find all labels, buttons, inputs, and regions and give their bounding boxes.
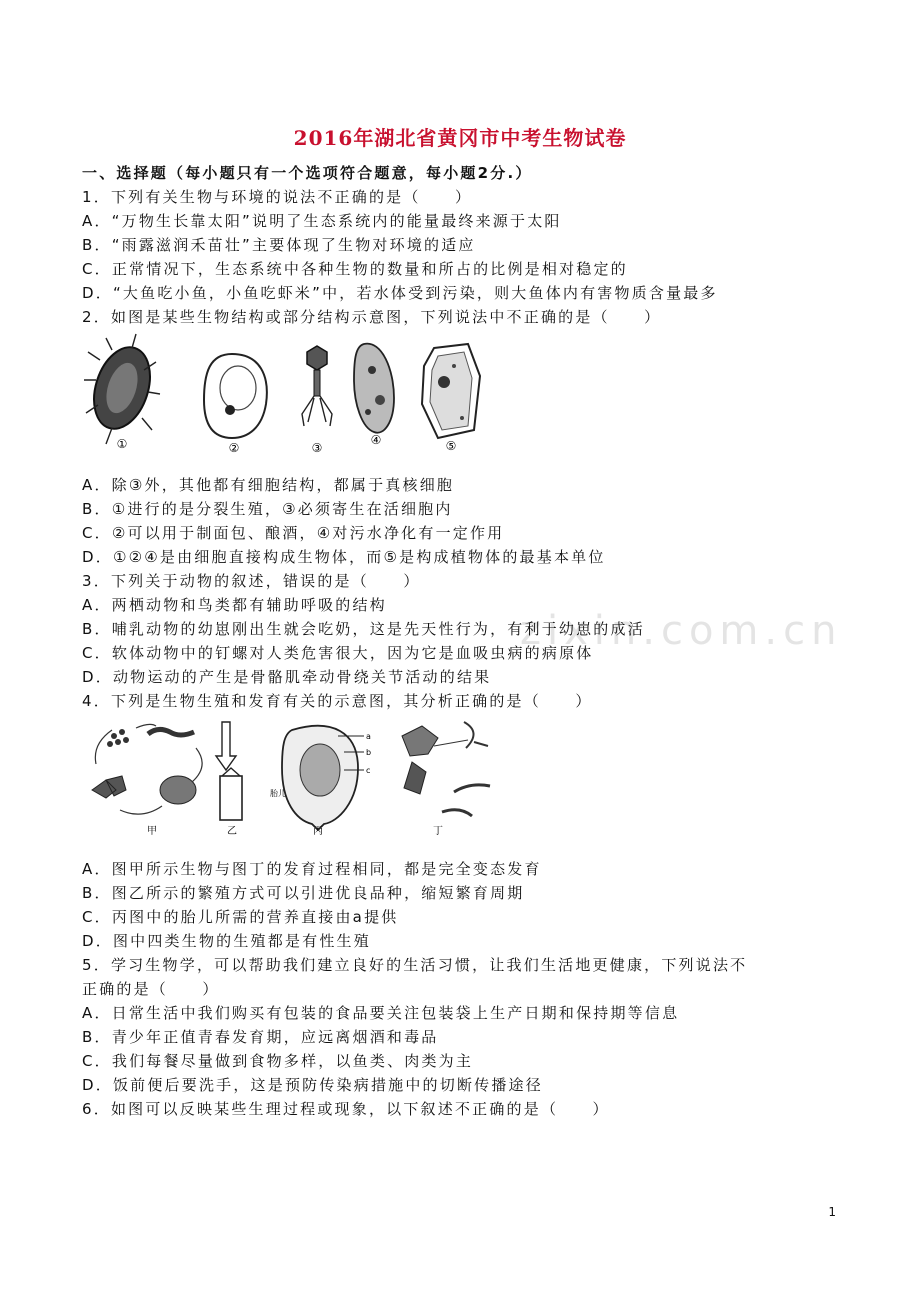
question-3-stem: 3．下列关于动物的叙述，错误的是（ ） xyxy=(82,572,421,590)
question-4-option-c: C．丙图中的胎儿所需的营养直接由a提供 xyxy=(82,908,399,926)
label-a: a xyxy=(366,732,371,741)
label-b: b xyxy=(366,748,372,757)
question-5-option-b: B．青少年正值青春发育期，应远离烟酒和毒品 xyxy=(82,1028,439,1046)
figure-label-3: ③ xyxy=(311,441,323,455)
question-4-option-d: D．图中四类生物的生殖都是有性生殖 xyxy=(82,932,371,950)
question-3-option-c: C．软体动物中的钉螺对人类危害很大，因为它是血吸虫病的病原体 xyxy=(82,644,594,662)
watermark: zixin.com.cn xyxy=(520,608,843,654)
page-title: 2016年湖北省黄冈市中考生物试卷 xyxy=(293,126,627,150)
question-2-stem: 2．如图是某些生物结构或部分结构示意图，下列说法中不正确的是（ ） xyxy=(82,308,662,326)
figure-label-ding: 丁 xyxy=(433,826,443,837)
question-3-option-b: B．哺乳动物的幼崽刚出生就会吃奶，这是先天性行为，有利于幼崽的成活 xyxy=(82,620,645,638)
fetus-uterus-drawing xyxy=(270,726,371,830)
question-5-stem-line-2: 正确的是（ ） xyxy=(82,980,220,998)
page-number: 1 xyxy=(828,1205,836,1219)
bacterium-drawing xyxy=(84,334,160,444)
question-2-option-c: C．②可以用于制面包、酿酒，④对污水净化有一定作用 xyxy=(82,524,505,542)
section-heading: 一、选择题（每小题只有一个选项符合题意，每小题2分.） xyxy=(82,164,533,182)
question-1-stem: 1．下列有关生物与环境的说法不正确的是（ ） xyxy=(82,188,473,206)
paramecium-drawing xyxy=(354,344,394,433)
yeast-cell-drawing xyxy=(204,354,267,438)
question-1-option-a: A．“万物生长靠太阳”说明了生态系统内的能量最终来源于太阳 xyxy=(82,212,562,230)
question-3-option-d: D．动物运动的产生是骨骼肌牵动骨绕关节活动的结果 xyxy=(82,668,492,686)
label-fetus: 胎儿 xyxy=(270,789,286,798)
figure-label-2: ② xyxy=(228,441,240,455)
question-1-option-c: C．正常情况下，生态系统中各种生物的数量和所占的比例是相对稳定的 xyxy=(82,260,628,278)
question-5-option-c: C．我们每餐尽量做到食物多样，以鱼类、肉类为主 xyxy=(82,1052,474,1070)
question-5-stem-line-1: 5．学习生物学，可以帮助我们建立良好的生活习惯，让我们生活地更健康，下列说法不 xyxy=(82,956,748,974)
question-4-option-a: A．图甲所示生物与图丁的发育过程相同，都是完全变态发育 xyxy=(82,860,542,878)
plant-cell-drawing xyxy=(422,344,480,438)
question-4-stem: 4．下列是生物生殖和发育有关的示意图，其分析正确的是（ ） xyxy=(82,692,593,710)
figure-label-5: ⑤ xyxy=(445,439,457,453)
figure-label-yi: 乙 xyxy=(227,826,237,837)
question-1-option-b: B．“雨露滋润禾苗壮”主要体现了生物对环境的适应 xyxy=(82,236,476,254)
question-2-option-d: D．①②④是由细胞直接构成生物体，而⑤是构成植物体的最基本单位 xyxy=(82,548,606,566)
insect-life-cycle-drawing xyxy=(92,724,202,814)
figure-label-bing: 丙 xyxy=(313,826,323,837)
label-c: c xyxy=(366,766,371,775)
question-2-figure xyxy=(82,330,482,458)
question-5-option-d: D．饭前便后要洗手，这是预防传染病措施中的切断传播途径 xyxy=(82,1076,543,1094)
question-5-option-a: A．日常生活中我们购买有包装的食品要关注包装袋上生产日期和保持期等信息 xyxy=(82,1004,680,1022)
question-4-option-b: B．图乙所示的繁殖方式可以引进优良品种，缩短繁育周期 xyxy=(82,884,525,902)
frog-development-drawing xyxy=(402,722,490,816)
question-2-option-a: A．除③外，其他都有细胞结构，都属于真核细胞 xyxy=(82,476,455,494)
question-4-figure xyxy=(82,712,512,840)
question-6-stem: 6．如图可以反映某些生理过程或现象，以下叙述不正确的是（ ） xyxy=(82,1100,610,1118)
question-3-option-a: A．两栖动物和鸟类都有辅助呼吸的结构 xyxy=(82,596,387,614)
figure-label-4: ④ xyxy=(370,433,382,447)
question-1-option-d: D．“大鱼吃小鱼，小鱼吃虾米”中，若水体受到污染，则大鱼体内有害物质含量最多 xyxy=(82,284,718,302)
figure-label-1: ① xyxy=(116,437,128,451)
figure-label-jia: 甲 xyxy=(147,826,157,837)
virus-drawing xyxy=(302,346,332,426)
grafting-drawing xyxy=(216,722,242,820)
question-2-option-b: B．①进行的是分裂生殖，③必须寄生在活细胞内 xyxy=(82,500,453,518)
